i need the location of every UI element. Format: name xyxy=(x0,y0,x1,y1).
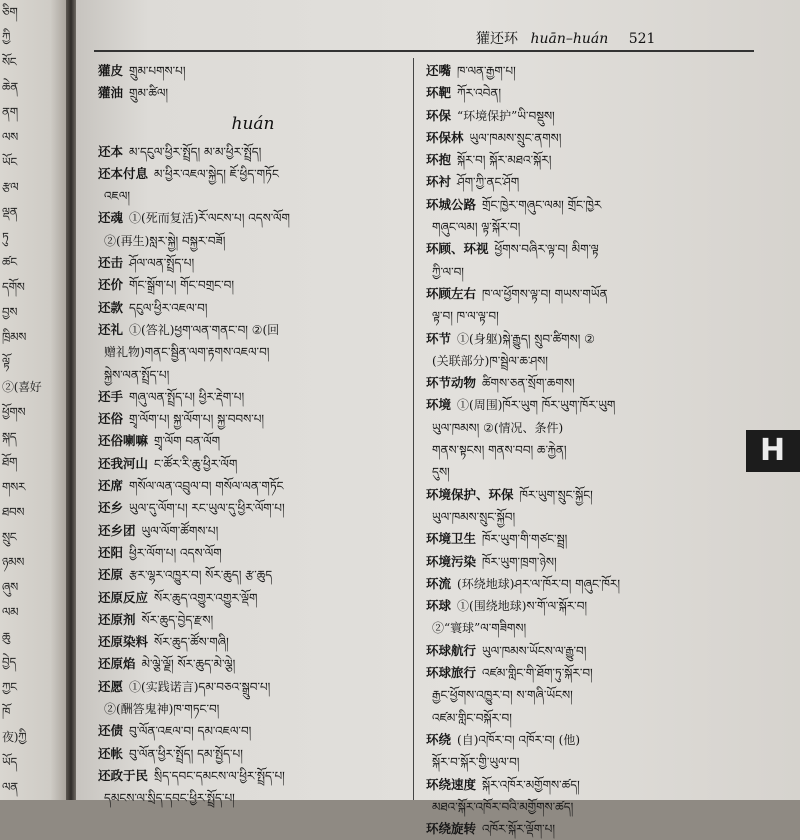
entry-gloss: ཡུལ་ཁམས། ②(情况、条件) xyxy=(432,420,564,435)
entry-headword: 还帐 xyxy=(98,745,124,761)
entry-headword: 还礼 xyxy=(98,321,124,337)
dictionary-entry xyxy=(98,207,408,229)
entry-gloss: ཡུལ་དུ་ལོག་པ། རང་ཡུལ་དུ་ཕྱིར་ལོག་པ། xyxy=(129,501,285,516)
left-column xyxy=(98,60,408,810)
entry-headword: 环境污染 xyxy=(426,553,477,569)
dictionary-entry xyxy=(98,274,408,296)
dictionary-entry xyxy=(98,430,408,452)
entry-gloss: ②“寰球”ལ་གཟིགས། xyxy=(432,621,527,636)
dictionary-entry xyxy=(426,796,771,818)
dictionary-entry xyxy=(426,506,771,528)
dictionary-entry xyxy=(426,818,771,840)
entry-gloss: ཡུལ་ལོག་ཚོགས་པ། xyxy=(141,523,219,538)
dictionary-entry xyxy=(98,364,408,386)
left-page-text-fragment: ཆེན xyxy=(2,80,18,94)
dictionary-entry xyxy=(426,707,771,729)
left-page-text-fragment: དགོས xyxy=(2,280,25,294)
dictionary-entry xyxy=(426,350,771,372)
dictionary-entry xyxy=(426,528,771,550)
left-page-text-fragment: བྱས xyxy=(2,305,18,319)
entry-headword: 环顾、环视 xyxy=(426,241,489,257)
dictionary-entry xyxy=(98,60,408,82)
entry-headword: 还我河山 xyxy=(98,455,149,471)
entry-gloss: ཕྱིར་ལོག་པ། འདས་ལོག xyxy=(129,545,222,560)
left-page-text-fragment: སྐད xyxy=(2,430,17,444)
entry-gloss: གཞུང་ལམ། ལྟ་སྐོར་བ། xyxy=(432,220,521,235)
entry-gloss: དམངས་ལ་སྲིད་དབང་ཕྱིར་སྤྲོད་པ། xyxy=(104,791,235,806)
dictionary-entry xyxy=(98,631,408,653)
column-divider xyxy=(413,58,414,800)
left-page-text-fragment: ཡོད xyxy=(2,755,18,769)
entry-headword: 还原染料 xyxy=(98,634,149,650)
entry-headword: 环境保护、环保 xyxy=(426,486,514,502)
left-page-text-fragment: ཞུས xyxy=(2,580,18,594)
thumb-index-tab: H xyxy=(746,430,800,472)
dictionary-entry xyxy=(426,751,771,773)
dictionary-entry xyxy=(426,461,771,483)
entry-gloss: སྐོར་བ། སྐོར་མཐའ་སྐོར། xyxy=(457,153,552,168)
entry-gloss: དུས། xyxy=(432,465,450,480)
entry-headword: 还俗喇嘛 xyxy=(98,433,149,449)
entry-gloss: དངུལ་ཕྱིར་འཇལ་བ། xyxy=(129,300,208,315)
entry-gloss: ②(酬答鬼神)ཁ་གཏང་བ། xyxy=(104,702,220,717)
entry-gloss: སྐོར་བ་སྐོར་གྱི་ཡུལ་བ། xyxy=(432,755,520,770)
entry-headword: 还原反应 xyxy=(98,589,149,605)
dictionary-entry xyxy=(426,149,771,171)
entry-gloss: ②(再生)སླར་སྐྱེ། བསྐྱར་བཟོ། xyxy=(104,233,226,248)
entry-gloss: གསོལ་ལན་འབྲུལ་བ། གསོལ་ལན་གཏོང xyxy=(129,479,284,494)
entry-gloss: ①(死而复活)རོ་ལངས་པ། འདས་ལོག xyxy=(129,211,290,226)
right-column xyxy=(426,60,771,840)
dictionary-entry xyxy=(98,520,408,542)
dictionary-entry xyxy=(426,238,771,260)
dictionary-entry xyxy=(98,475,408,497)
dictionary-entry xyxy=(426,372,771,394)
entry-headword: 环顾左右 xyxy=(426,285,477,301)
entry-headword: 环绕速度 xyxy=(426,776,477,792)
entry-gloss: ཤོལ་ལན་སྤྲོད་པ། xyxy=(129,256,195,271)
header-rule xyxy=(94,50,754,52)
dictionary-entry xyxy=(426,774,771,796)
entry-gloss: མ་དངུལ་ཕྱིར་སྤྲོད། མ་མ་ཕྱིར་སྤྲོད། xyxy=(129,144,262,159)
dictionary-entry xyxy=(98,230,408,252)
entry-headword: 环保 xyxy=(426,107,452,123)
entry-headword: 环靶 xyxy=(426,85,452,101)
left-page-text-fragment: ཡོང xyxy=(2,155,18,169)
entry-gloss: སྐོར་འཁོར་མགྱོགས་ཚད། xyxy=(482,777,580,792)
dictionary-entry xyxy=(98,185,408,207)
entry-gloss: གོང་སྒྲོག་པ། གོང་བགྲང་བ། xyxy=(129,278,234,293)
entry-headword: 还嘴 xyxy=(426,63,452,78)
left-page-text-fragment: ཐབས xyxy=(2,505,25,519)
left-page-text-fragment: སྲུང xyxy=(2,530,17,544)
previous-page-edge xyxy=(0,0,72,800)
left-page-text-fragment: ཁྲིམས xyxy=(2,330,27,344)
left-page-text-fragment: ལས xyxy=(2,130,18,144)
entry-gloss: 赠礼物)གནང་སྦྱིན་ལག་རྟགས་འཇལ་བ། xyxy=(104,345,270,360)
entry-gloss: གྲྭ་ལོག བན་ལོག xyxy=(154,434,221,449)
left-page-text-fragment: སོང xyxy=(2,55,17,69)
dictionary-entry xyxy=(98,698,408,720)
entry-gloss: ①(围绕地球)ས་གོ་ལ་སྐོར་བ། xyxy=(457,599,588,614)
dictionary-entry xyxy=(98,408,408,430)
dictionary-entry xyxy=(98,141,408,163)
entry-headword: 还债 xyxy=(98,723,124,739)
dictionary-entry xyxy=(98,497,408,519)
entry-gloss: ཁོར་ཡུག་ཁྲག་ཉེས། xyxy=(482,554,557,569)
entry-headword: 环境 xyxy=(426,397,452,413)
dictionary-entry xyxy=(426,684,771,706)
dictionary-entry xyxy=(426,216,771,238)
entry-headword: 环绕 xyxy=(426,731,452,747)
entry-headword: 还原 xyxy=(98,567,124,583)
entry-gloss: ①(实践诺言)དམ་བཅའ་སྒྲུབ་པ། xyxy=(129,679,271,694)
entry-gloss: གཞུ་ལན་སྤྲོད་པ། ཕྱིར་རྡེག་པ། xyxy=(129,389,245,404)
entry-headword: 还手 xyxy=(98,388,124,404)
entry-gloss: འཛམ་གླིང་བསྐོར་བ། xyxy=(432,710,512,725)
entry-headword: 环城公路 xyxy=(426,196,477,212)
entry-headword: 还击 xyxy=(98,255,124,271)
dictionary-entry xyxy=(98,787,408,809)
dictionary-entry xyxy=(98,297,408,319)
left-page-text-fragment: ཅིག xyxy=(2,5,18,19)
entry-gloss: མཐའ་སྐོར་འཁོར་བའི་མགྱོགས་ཚད། xyxy=(432,799,574,814)
dictionary-entry xyxy=(98,386,408,408)
entry-gloss: གྲོང་ཁྱེར་གཞུང་ལམ། གྲོང་ཁྱེར xyxy=(482,197,602,212)
dictionary-entry xyxy=(426,573,771,595)
entry-gloss: “环境保护”ཡི་བསྡུས། xyxy=(457,108,555,123)
left-page-text-fragment: ཉམས xyxy=(2,555,25,569)
entry-gloss: (关联部分)ཁ་སྦྲེལ་ཆ་ཤས། xyxy=(432,353,548,368)
entry-gloss: ཁ་ལན་རྒྱག་པ། xyxy=(457,64,516,78)
entry-gloss: ①(答礼)ཕྱག་ལན་གནང་བ། ②(回 xyxy=(129,322,280,337)
entry-gloss: འཁོར་སྐོར་ལྡོག་པ། xyxy=(482,822,556,837)
entry-gloss: སོར་ཆུད་འགྱུར་འགྱུར་ལྡོག xyxy=(154,590,258,605)
entry-gloss: སོར་ཆུད་བྱེད་རྫས། xyxy=(141,612,214,627)
entry-gloss: སྐྱེས་ལན་སྤྲོད་པ། xyxy=(104,367,170,382)
entry-gloss: ཁོར་ཡུག་གི་གཙང་སྦྲ། xyxy=(482,532,568,547)
entry-headword: 环节动物 xyxy=(426,375,477,391)
dictionary-entry xyxy=(98,653,408,675)
dictionary-page xyxy=(76,0,800,837)
entry-gloss: འཇལ། xyxy=(104,189,131,204)
entry-headword: 还本 xyxy=(98,143,124,159)
entry-gloss: གནས་སྟངས། གནས་བབ། ཆ་རྐྱེན། xyxy=(432,443,567,458)
entry-gloss: ཡུལ་ཁམས་སྲུང་ནགས། xyxy=(469,130,562,145)
dictionary-entry xyxy=(98,676,408,698)
entry-headword: 环保林 xyxy=(426,129,464,145)
left-page-text-fragment: 夜)ཀྱི xyxy=(2,730,27,744)
header-pinyin: huān–huán xyxy=(530,31,609,47)
entry-gloss: ཁོར་ཡུག་སྲུང་སྐྱོང། xyxy=(519,487,593,502)
entry-gloss: ཀྱི་ལ་བ། xyxy=(432,264,464,279)
entry-headword: 还乡团 xyxy=(98,522,136,538)
entry-gloss: ང་ཚོར་རི་ཆུ་ཕྱིར་ལོག xyxy=(154,456,238,471)
entry-gloss: ཡུལ་ཁམས་སྲུང་སྐྱོབ། xyxy=(432,509,516,524)
dictionary-entry xyxy=(426,394,771,416)
dictionary-entry xyxy=(426,305,771,327)
dictionary-entry xyxy=(426,82,771,104)
dictionary-entry xyxy=(98,453,408,475)
entry-gloss: ལྟ་བ། ཁ་ལ་ལྟ་བ། xyxy=(432,309,499,324)
left-page-text-fragment: ཕྱོགས xyxy=(2,405,26,419)
entry-headword: 还俗 xyxy=(98,411,124,427)
entry-headword: 还原剂 xyxy=(98,611,136,627)
entry-gloss: ཤོག་ཀྱི་ནང་ཤོག xyxy=(457,175,520,190)
entry-headword: 还阳 xyxy=(98,544,124,560)
entry-headword: 环流 xyxy=(426,575,452,591)
entry-gloss: མེ་ལྕེ་ལྗོ། སོར་ཆུད་མེ་ལྕེ། xyxy=(141,657,236,672)
entry-gloss: གྲུམ་པགས་པ། xyxy=(129,64,186,78)
dictionary-entry xyxy=(426,328,771,350)
entry-gloss: སོར་ཆུད་ཚོས་གཞི། xyxy=(154,635,229,650)
dictionary-entry xyxy=(426,551,771,573)
entry-headword: 环节 xyxy=(426,330,452,346)
left-page-text-fragment: ཚང xyxy=(2,255,17,269)
header-headwords: 獾还环 xyxy=(476,31,518,47)
dictionary-entry xyxy=(426,417,771,439)
entry-gloss: ཚིགས་ཅན་སྲོག་ཆགས། xyxy=(482,376,575,391)
dictionary-entry xyxy=(426,105,771,127)
dictionary-entry xyxy=(98,163,408,185)
dictionary-entry xyxy=(98,252,408,274)
left-page-text-fragment: ཀྱི xyxy=(2,30,11,44)
dictionary-entry xyxy=(98,82,408,104)
dictionary-entry xyxy=(98,542,408,564)
dictionary-entry xyxy=(426,261,771,283)
entry-gloss: ①(周围)ཁོར་ཡུག ཁོར་ཡུག་ཁོར་ཡུག xyxy=(457,398,616,413)
left-page-text-fragment: ལན xyxy=(2,780,18,794)
entry-headword: 獾油 xyxy=(98,85,124,101)
dictionary-entry xyxy=(98,765,408,787)
entry-gloss: བུ་ལོན་ཕྱིར་སྤྲོད། དམ་སྤྱོད་པ། xyxy=(129,746,243,761)
left-page-text-fragment: གསར xyxy=(2,480,26,494)
dictionary-entry xyxy=(98,341,408,363)
entry-gloss: སྲིད་དབང་དམངས་ལ་ཕྱིར་སྤྲོད་པ། xyxy=(154,768,285,783)
left-page-text-fragment: བྱེད xyxy=(2,655,17,669)
entry-headword: 环抱 xyxy=(426,152,452,168)
entry-gloss: (环绕地球)ཤར་ལ་ཁོར་བ། གཞུང་ཁོར། xyxy=(457,576,620,591)
dictionary-entry xyxy=(426,127,771,149)
left-page-text-fragment: ལམ xyxy=(2,605,19,619)
entry-headword: 环境卫生 xyxy=(426,531,477,547)
entry-headword: 还价 xyxy=(98,277,124,293)
dictionary-entry xyxy=(98,720,408,742)
dictionary-entry xyxy=(426,729,771,751)
left-page-text-fragment: ཁོ xyxy=(2,705,11,719)
dictionary-entry xyxy=(98,587,408,609)
dictionary-entry xyxy=(426,640,771,662)
left-page-text-fragment: ཏུ xyxy=(2,230,9,244)
entry-headword: 环衬 xyxy=(426,174,452,190)
left-page-text-fragment: ནག xyxy=(2,105,18,119)
entry-gloss: (自)འཁོར་བ། འཁོར་བ། (他) xyxy=(457,732,580,747)
entry-gloss: ཕྱོགས་བཞིར་ལྟ་བ། མིག་ལྟ xyxy=(494,242,599,257)
dictionary-entry xyxy=(426,484,771,506)
entry-gloss: བུ་ལོན་འཇལ་བ། དམ་འཇལ་བ། xyxy=(129,724,252,739)
entry-headword: 环球旅行 xyxy=(426,665,477,681)
dictionary-entry xyxy=(426,439,771,461)
dictionary-entry xyxy=(98,609,408,631)
entry-headword: 还原焰 xyxy=(98,656,136,672)
page-number: 521 xyxy=(628,31,656,47)
entry-headword: 还乡 xyxy=(98,500,124,516)
dictionary-entry xyxy=(98,319,408,341)
left-page-text-fragment: ཐོག xyxy=(2,455,18,469)
left-page-text-fragment: ཀྱང xyxy=(2,680,17,694)
left-page-text-fragment: ལྡན xyxy=(2,205,18,219)
left-page-text-fragment: རྩལ xyxy=(2,180,19,194)
dictionary-entry xyxy=(426,662,771,684)
entry-headword: 还政于民 xyxy=(98,767,149,783)
entry-gloss: མ་ཕྱིར་འཇལ་སྐྱེད། ཇོ་ཕྱིད་གཏོང xyxy=(154,166,279,181)
entry-headword: 还席 xyxy=(98,478,124,494)
dictionary-entry xyxy=(426,595,771,617)
entry-headword: 还款 xyxy=(98,299,124,315)
entry-gloss: གྲྭ་ལོག་པ། སྐྱ་ལོག་པ། སྐྱ་བབས་པ། xyxy=(129,412,265,427)
dictionary-entry xyxy=(98,743,408,765)
entry-gloss: ཡུལ་ཁམས་ཡོངས་ལ་རྒྱུ་བ། xyxy=(482,643,587,658)
entry-gloss: རྒྱང་ཕྱོགས་འཁྱུར་བ། ས་གཞི་ཡོངས། xyxy=(432,688,573,703)
entry-headword: 环球航行 xyxy=(426,642,477,658)
entry-headword: 还魂 xyxy=(98,210,124,226)
entry-gloss: ཁ་ལ་ཕྱོགས་ལྟ་བ། གཡས་གཡོན xyxy=(482,286,608,301)
left-page-text-fragment: ལྟོ xyxy=(2,355,10,369)
entry-headword: 还本付息 xyxy=(98,165,149,181)
dictionary-entry xyxy=(426,194,771,216)
entry-headword: 还愿 xyxy=(98,678,124,694)
entry-headword: 环绕旋转 xyxy=(426,821,477,837)
dictionary-entry xyxy=(426,60,771,82)
running-header xyxy=(476,28,776,48)
entry-gloss: ①(身躯)སྐེ་རྒྱུད། སྲུབ་ཚིགས། ② xyxy=(457,331,595,346)
dictionary-entry xyxy=(426,617,771,639)
dictionary-entry xyxy=(426,283,771,305)
entry-headword: 獾皮 xyxy=(98,63,124,78)
entry-headword: 环球 xyxy=(426,598,452,614)
left-page-text-fragment: ཆུ xyxy=(2,630,11,644)
section-heading: huán xyxy=(231,113,275,134)
entry-gloss: ཀོར་འབེན། xyxy=(457,86,502,101)
entry-gloss: གྲུམ་ཚིལ། xyxy=(129,86,169,101)
dictionary-entry xyxy=(98,564,408,586)
entry-gloss: རྩར་ལྷར་འཁྱུར་བ། སོར་ཆུད། རྩ་ཆུད xyxy=(129,568,273,583)
book-gutter xyxy=(66,0,76,800)
dictionary-entry xyxy=(426,171,771,193)
entry-gloss: འཛམ་གླིང་གི་ཐོག་ཏུ་སྐོར་བ། xyxy=(482,666,593,681)
left-page-text-fragment: ②(喜好 xyxy=(2,380,42,394)
